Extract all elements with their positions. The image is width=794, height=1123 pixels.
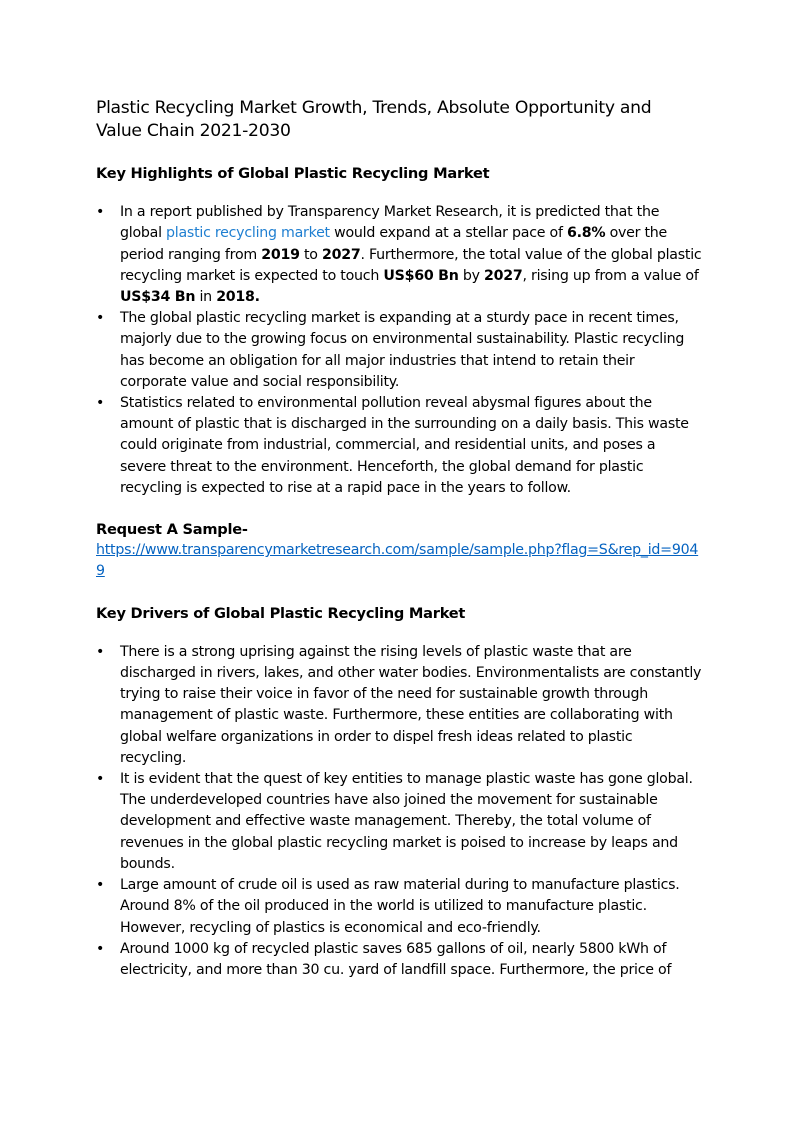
forecast-year: 2027	[484, 267, 523, 284]
forecast-value: US$60 Bn	[383, 267, 459, 284]
plastic-recycling-market-link[interactable]: plastic recycling market	[166, 225, 330, 242]
text: , rising up from a value of	[522, 267, 699, 284]
cagr-value: 6.8%	[566, 225, 606, 242]
text: to	[299, 246, 322, 263]
text: in	[195, 289, 217, 306]
base-value: US$34 Bn	[120, 289, 196, 306]
list-item: • Large amount of crude oil is used as raw material during to manufacture plastics. Around 8% of the oil produced in the world is utilized to manufacture plastic. However, recycling of plastics is economical and eco-friendly.	[96, 875, 702, 939]
highlights-heading: Key Highlights of Global Plastic Recycling Market	[96, 165, 490, 182]
text: . Furthermore, the total value of the global plastic recycling market is expected to touch	[120, 246, 702, 284]
document-page	[96, 97, 702, 981]
list-item: • Around 1000 kg of recycled plastic saves 685 gallons of oil, nearly 5800 kWh of electricity, and more than 30 cu. yard of landfill space. Furthermore, the price of	[96, 939, 702, 981]
highlights-list	[96, 202, 702, 499]
text: would expand at a stellar pace of	[329, 225, 567, 242]
drivers-list	[96, 642, 702, 981]
text: by	[458, 267, 484, 284]
list-item: • It is evident that the quest of key entities to manage plastic waste has gone global. The underdeveloped countries have also joined the movement for sustainable development and effective waste management. Thereby, the total volume of revenues in the global plastic recycling market is poised to increase by leaps and bounds.	[96, 769, 702, 875]
drivers-heading: Key Drivers of Global Plastic Recycling Market	[96, 604, 466, 622]
text: over the period ranging from	[120, 225, 668, 263]
end-year: 2027	[321, 246, 361, 263]
text: In a report published by Transparency Market Research, it is predicted that the global	[120, 204, 660, 242]
document-title: Plastic Recycling Market Growth, Trends, Absolute Opportunity and Value Chain 2021-2030	[96, 98, 652, 141]
base-year: 2018.	[216, 289, 260, 306]
start-year: 2019	[261, 246, 300, 263]
request-sample-label: Request A Sample-	[96, 521, 248, 539]
list-item: • There is a strong uprising against the rising levels of plastic waste that are discharged in rivers, lakes, and other water bodies. Environmentalists are constantly trying to raise their voice in favor of the need for sustainable growth through management of plastic waste. Furthermore, these entities are collaborating with global welfare organizations in order to dispel fresh ideas related to plastic recycling.	[96, 642, 702, 769]
list-item: • The global plastic recycling market is expanding at a sturdy pace in recent times, majorly due to the growing focus on environmental sustainability. Plastic recycling has become an obligation for all major industries that intend to retain their corporate value and social responsibility.	[96, 308, 702, 393]
list-item	[96, 202, 702, 308]
list-item: • Statistics related to environmental pollution reveal abysmal figures about the amount of plastic that is discharged in the surrounding on a daily basis. This waste could originate from industrial, commercial, and residential units, and poses a severe threat to the environment. Henceforth, the global demand for plastic recycling is expected to rise at a rapid pace in the years to follow.	[96, 393, 702, 499]
request-sample-link[interactable]: https://www.transparencymarketresearch.com/sample/sample.php?flag=S&rep_id=9049	[96, 542, 699, 580]
spacer	[96, 583, 702, 603]
spacer	[96, 499, 702, 519]
